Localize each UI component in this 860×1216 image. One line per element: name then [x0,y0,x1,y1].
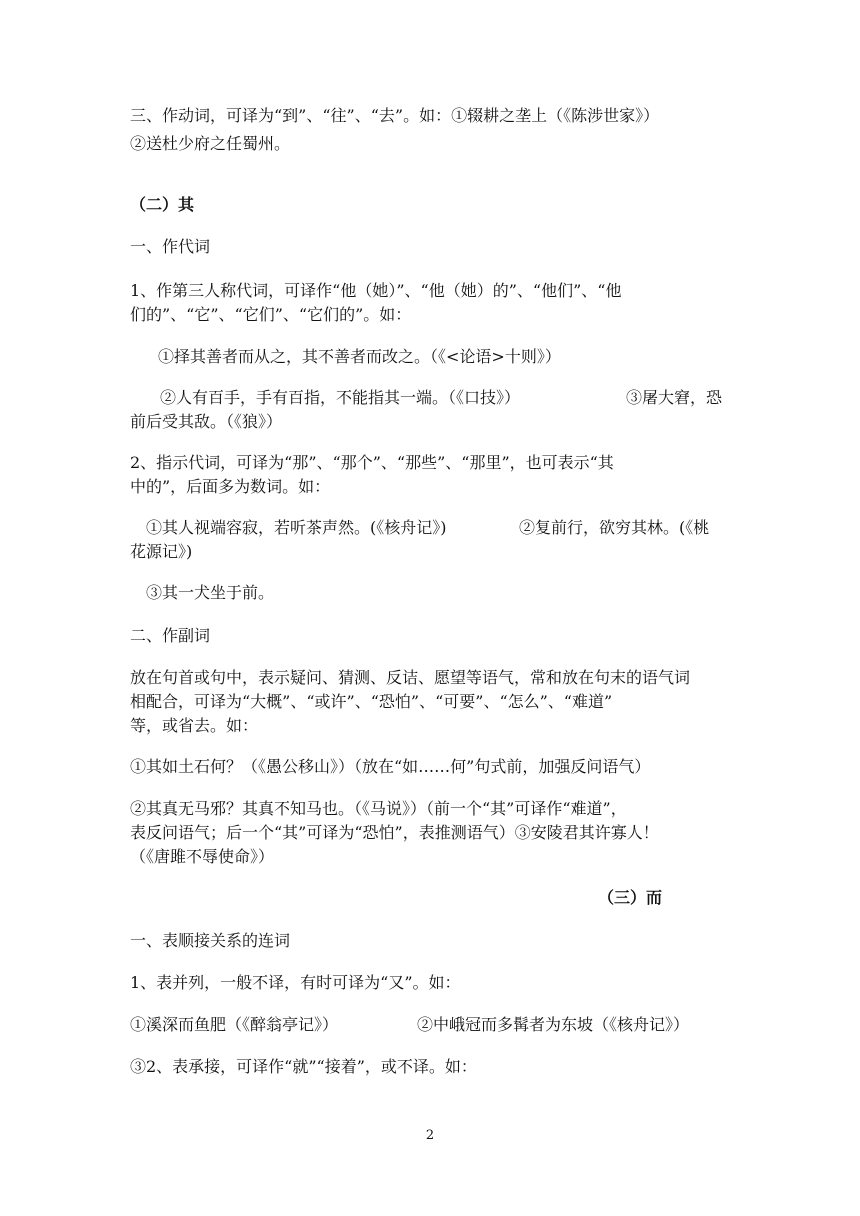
example-line: ③其一犬坐于前。 [146,583,275,602]
section-heading: （二）其 [130,195,195,214]
example-line: ③屠大窘，恐 [626,388,723,407]
text-line: 2、指示代词，可译为“那”、“那个”、“那些”、“那里”，也可表示“其 [130,453,614,472]
text-line: 们的”、“它”、“它们”、“它们的”。如： [130,305,412,324]
example-line: 花源记》) [130,542,193,561]
subsection-heading: 一、表顺接关系的连词 [130,931,291,950]
example-line: 前后受其敌。（《狼》） [130,412,283,431]
example-line: ②其真无马邪？其真不知马也。（《马说》）（前一个“其”可译作“难道”， [130,799,627,818]
text-line: 等，或省去。如： [130,716,259,735]
example-line: ①其如土石何？（《愚公移山》）（放在“如……何”句式前，加强反问语气） [130,757,651,776]
example-line: ①择其善者而从之，其不善者而改之。（《<论语>十则》） [158,347,561,366]
text-line: 1、作第三人称代词，可译作“他（她）”、“他（她）的”、“他们”、“他 [130,281,622,300]
example-line: ②复前行，欲穷其林。(《桃 [519,518,710,537]
subsection-heading: 二、作副词 [130,626,211,645]
page-number: 2 [425,1128,435,1143]
section-heading: （三）而 [598,888,663,907]
text-line: 中的”，后面多为数词。如： [130,477,331,496]
text-line: ②送杜少府之任蜀州。 [130,134,291,153]
example-line: ②人有百手，手有百指，不能指其一端。（《口技》） [160,388,521,407]
subsection-heading: 一、作代词 [130,237,211,256]
example-line: ①其人视端容寂，若听茶声然。(《核舟记》) [146,518,447,537]
example-line: ①溪深而鱼肥（《醉翁亭记》） [130,1015,339,1034]
example-line: ②中峨冠而多髯者为东坡（《核舟记》） [417,1015,690,1034]
example-line: （《唐雎不辱使命》） [130,847,275,866]
text-line: 1、表并列，一般不译，有时可译为“又”。如： [130,973,461,992]
text-line: ③2、表承接，可译作“就”“接着”，或不译。如： [130,1057,477,1076]
example-line: 表反问语气；后一个“其”可译为“恐怕”，表推测语气）③安陵君其许寡人！ [130,823,659,842]
text-line: 放在句首或句中，表示疑问、猜测、反诘、愿望等语气，常和放在句末的语气词 [130,668,691,687]
text-line: 三、作动词，可译为“到”、“往”、“去”。如：①辍耕之垄上（《陈涉世家》） [130,106,660,125]
text-line: 相配合，可译为“大概”、“或许”、“恐怕”、“可要”、“怎么”、“难道” [130,692,613,711]
